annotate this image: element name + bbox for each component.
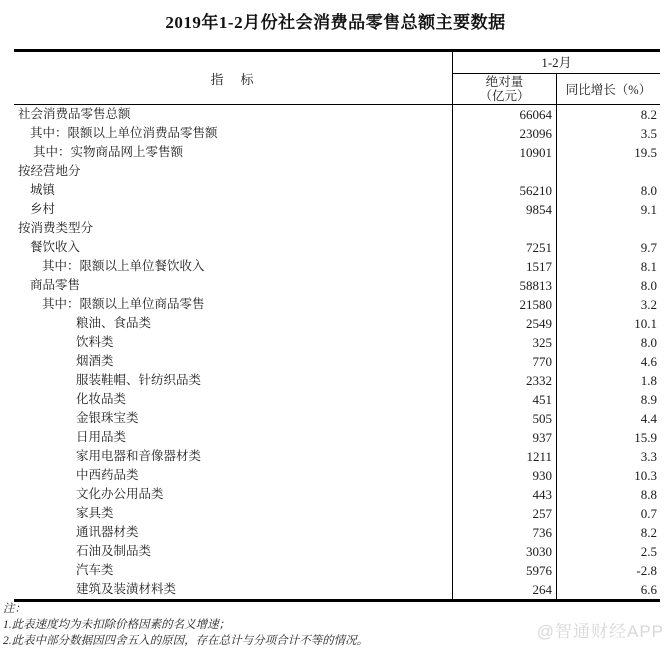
row-growth-value: 10.3	[634, 468, 657, 483]
row-growth-value: 9.1	[640, 202, 657, 217]
row-absolute-value: 21580	[453, 295, 557, 314]
row-label: 建筑及装潢材料类	[14, 580, 453, 599]
row-growth-value: 8.0	[640, 278, 657, 293]
row-label: 日用品类	[14, 428, 453, 447]
row-absolute-value: 930	[453, 466, 557, 485]
header-absolute-line2: （亿元）	[479, 89, 530, 103]
row-absolute-value: 451	[453, 390, 557, 409]
header-absolute-cell	[453, 74, 557, 104]
row-absolute-value: 736	[453, 523, 557, 542]
header-period-group	[453, 52, 660, 104]
table-row	[14, 105, 660, 124]
row-absolute-value: 56210	[453, 181, 557, 200]
row-absolute-value: 10901	[453, 143, 557, 162]
row-label: 餐饮收入	[14, 238, 453, 257]
row-growth-value: 19.5	[634, 145, 657, 160]
row-label: 社会消费品零售总额	[14, 105, 453, 124]
table-row	[14, 390, 660, 409]
table-row	[14, 485, 660, 504]
table-row	[14, 504, 660, 523]
row-label: 家用电器和音像器材类	[14, 447, 453, 466]
table-row	[14, 428, 660, 447]
table-row	[14, 580, 660, 599]
row-label: 城镇	[14, 181, 453, 200]
table-row	[14, 162, 660, 181]
header-indicator-cell: 指 标	[14, 52, 453, 104]
row-absolute-value: 3030	[453, 542, 557, 561]
row-label: 化妆品类	[14, 390, 453, 409]
row-label: 家具类	[14, 504, 453, 523]
page-title: 2019年1-2月份社会消费品零售总额主要数据	[165, 13, 506, 32]
row-growth-value	[557, 162, 660, 181]
row-absolute-value: 7251	[453, 238, 557, 257]
row-growth-value: 8.9	[640, 392, 657, 407]
row-growth-value: 9.7	[640, 240, 657, 255]
row-absolute-value: 257	[453, 504, 557, 523]
row-label: 按消费类型分	[14, 219, 453, 238]
row-absolute-value: 23096	[453, 124, 557, 143]
table-row	[14, 124, 660, 143]
row-growth-value: -2.8	[636, 563, 657, 578]
row-growth-value: 0.7	[640, 506, 657, 521]
table-body	[14, 105, 660, 599]
row-absolute-value: 325	[453, 333, 557, 352]
row-absolute-value: 443	[453, 485, 557, 504]
row-absolute-value: 770	[453, 352, 557, 371]
table-header	[14, 52, 660, 105]
row-absolute-value	[453, 219, 557, 238]
table-row	[14, 238, 660, 257]
row-growth-value: 8.8	[640, 487, 657, 502]
watermark: @智通财经APP	[536, 622, 664, 641]
row-absolute-value: 58813	[453, 276, 557, 295]
row-growth-value: 8.0	[640, 183, 657, 198]
row-absolute-value: 5976	[453, 561, 557, 580]
row-label: 饮料类	[14, 333, 453, 352]
row-absolute-value: 2549	[453, 314, 557, 333]
row-growth-value: 8.2	[640, 107, 657, 122]
row-growth-value: 8.2	[640, 525, 657, 540]
row-absolute-value: 1211	[453, 447, 557, 466]
row-growth-value: 15.9	[634, 430, 657, 445]
row-label: 服装鞋帽、针纺织品类	[14, 371, 453, 390]
row-label: 其中：实物商品网上零售额	[14, 143, 453, 162]
table-row	[14, 371, 660, 390]
header-period-cell: 1-2月	[453, 52, 660, 74]
footnote-line: 1.此表速度均为未扣除价格因素的名义增速；	[3, 619, 231, 631]
table-row	[14, 200, 660, 219]
row-growth-value: 2.5	[640, 544, 657, 559]
footnote-heading: 注：	[3, 603, 26, 615]
row-absolute-value: 66064	[453, 105, 557, 124]
row-absolute-value	[453, 162, 557, 181]
row-label: 烟酒类	[14, 352, 453, 371]
row-growth-value: 6.6	[640, 582, 657, 597]
row-label: 乡村	[14, 200, 453, 219]
table-row	[14, 409, 660, 428]
row-growth-value: 3.3	[640, 449, 657, 464]
table-row	[14, 257, 660, 276]
table-row	[14, 333, 660, 352]
row-label: 金银珠宝类	[14, 409, 453, 428]
retail-data-table	[14, 49, 660, 602]
row-absolute-value: 2332	[453, 371, 557, 390]
row-growth-value	[557, 219, 660, 238]
table-row	[14, 181, 660, 200]
row-absolute-value: 264	[453, 580, 557, 599]
row-growth-value: 1.8	[640, 373, 657, 388]
row-growth-value: 8.1	[640, 259, 657, 274]
row-absolute-value: 9854	[453, 200, 557, 219]
row-label: 其中：限额以上单位商品零售	[14, 295, 453, 314]
table-row	[14, 352, 660, 371]
row-absolute-value: 937	[453, 428, 557, 447]
row-growth-value: 4.4	[640, 411, 657, 426]
row-label: 按经营地分	[14, 162, 453, 181]
row-label: 石油及制品类	[14, 542, 453, 561]
table-row	[14, 219, 660, 238]
row-label: 中西药品类	[14, 466, 453, 485]
table-row	[14, 314, 660, 333]
table-row	[14, 143, 660, 162]
row-label: 其中：限额以上单位消费品零售额	[14, 124, 453, 143]
footnotes	[3, 601, 368, 649]
row-label: 粮油、食品类	[14, 314, 453, 333]
table-row	[14, 466, 660, 485]
table-row	[14, 561, 660, 580]
row-label: 商品零售	[14, 276, 453, 295]
row-absolute-value: 1517	[453, 257, 557, 276]
header-absolute-line1: 绝对量	[485, 75, 524, 89]
table-row	[14, 542, 660, 561]
row-label: 文化办公用品类	[14, 485, 453, 504]
row-growth-value: 4.6	[640, 354, 657, 369]
row-growth-value: 3.2	[640, 297, 657, 312]
row-growth-value: 3.5	[640, 126, 657, 141]
row-absolute-value: 505	[453, 409, 557, 428]
footnote-line: 2.此表中部分数据因四舍五入的原因，存在总计与分项合计不等的情况。	[3, 635, 369, 647]
header-growth-cell: 同比增长（%）	[565, 83, 652, 97]
row-growth-value: 8.0	[640, 335, 657, 350]
table-row	[14, 295, 660, 314]
row-label: 通讯器材类	[14, 523, 453, 542]
row-label: 其中：限额以上单位餐饮收入	[14, 257, 453, 276]
row-label: 汽车类	[14, 561, 453, 580]
row-growth-value: 10.1	[634, 316, 657, 331]
table-row	[14, 523, 660, 542]
header-subrow	[453, 74, 660, 104]
table-row	[14, 447, 660, 466]
table-row	[14, 276, 660, 295]
